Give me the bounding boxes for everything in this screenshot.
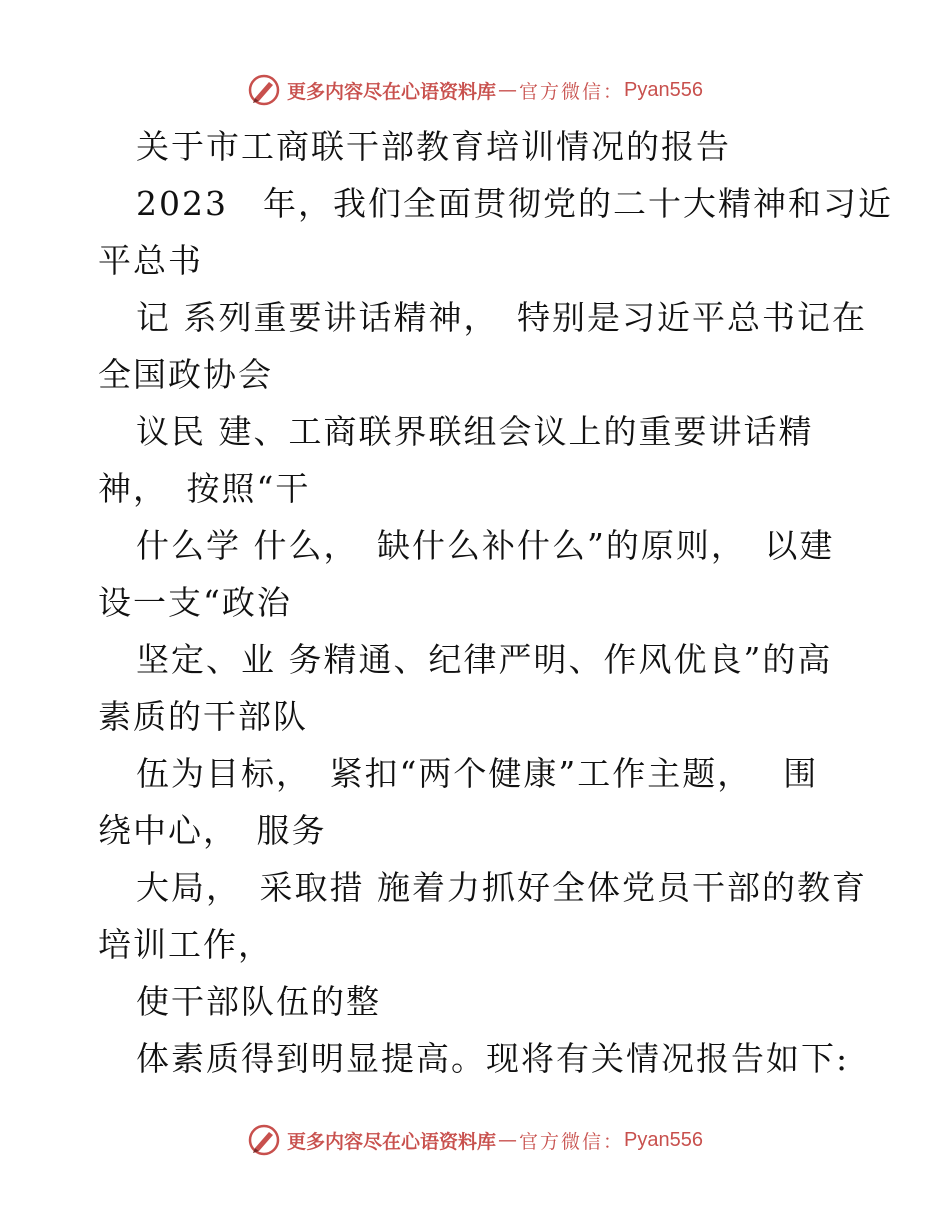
doc-line: 全国政协会 bbox=[98, 355, 273, 394]
watermark-wechat-id: Pyan556 bbox=[624, 78, 703, 101]
doc-line: 坚定、业 务精通、纪律严明、作风优良”的高 bbox=[136, 640, 833, 679]
watermark-wechat-label: 官方微信： bbox=[519, 80, 625, 103]
doc-line: 伍为目标， 紧扣“两个健康”工作主题， 围 bbox=[136, 754, 819, 793]
doc-line: 使干部队伍的整 bbox=[136, 982, 381, 1021]
doc-title: 关于市工商联干部教育培训情况的报告 bbox=[136, 127, 731, 166]
pen-logo-icon bbox=[247, 1123, 281, 1157]
watermark-wechat-id: Pyan556 bbox=[624, 1128, 703, 1151]
watermark-wechat-label: 官方微信： bbox=[519, 1130, 625, 1153]
document-body bbox=[98, 118, 893, 1087]
doc-line: 神， 按照“干 bbox=[98, 469, 311, 508]
doc-line: 设一支“政治 bbox=[98, 583, 292, 622]
footer-watermark bbox=[0, 1120, 950, 1160]
watermark-dash: — bbox=[498, 79, 518, 101]
header-watermark bbox=[0, 70, 950, 110]
doc-line: 绕中心， 服务 bbox=[98, 811, 327, 850]
doc-line: 素质的干部队 bbox=[98, 697, 308, 736]
watermark-site-text: 更多内容尽在心语资料库 bbox=[287, 80, 497, 103]
doc-line: 培训工作， bbox=[98, 925, 273, 964]
watermark-dash: — bbox=[498, 1129, 518, 1151]
watermark-site-text: 更多内容尽在心语资料库 bbox=[287, 1130, 497, 1153]
doc-line: 大局， 采取措 施着力抓好全体党员干部的教育 bbox=[136, 868, 867, 907]
pen-logo-icon bbox=[247, 73, 281, 107]
doc-line: 记 系列重要讲话精神， 特别是习近平总书记在 bbox=[136, 298, 867, 337]
doc-line: 议民 建、工商联界联组会议上的重要讲话精 bbox=[136, 412, 814, 451]
doc-line: 平总书 bbox=[98, 241, 203, 280]
doc-line: 体素质得到明显提高。现将有关情况报告如下: bbox=[136, 1039, 850, 1078]
doc-line: 2023 年，我们全面贯彻党的二十大精神和习近 bbox=[136, 184, 893, 223]
doc-line: 什么学 什么， 缺什么补什么”的原则， 以建 bbox=[136, 526, 835, 565]
